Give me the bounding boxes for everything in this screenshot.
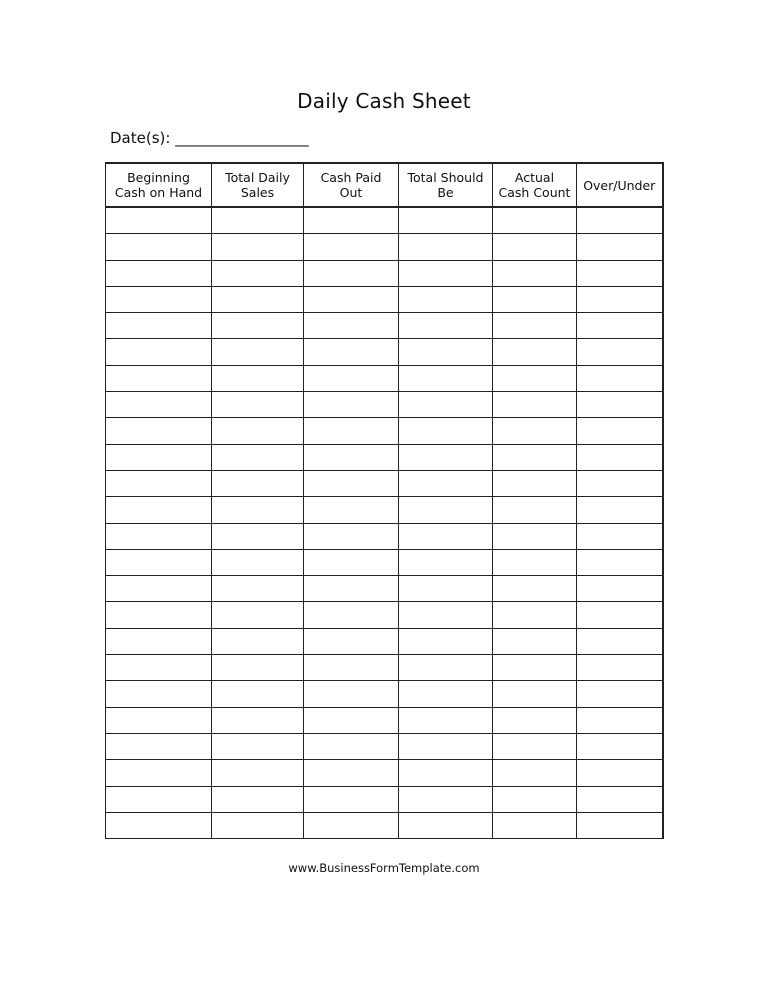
table-cell[interactable]: [106, 260, 212, 286]
cash-table: [105, 162, 664, 839]
table-cell[interactable]: [399, 339, 493, 365]
table-cell[interactable]: [577, 549, 663, 575]
dates-blank-line[interactable]: ___________________: [175, 129, 309, 147]
table-cell[interactable]: [304, 365, 399, 391]
dates-field[interactable]: [110, 129, 308, 147]
table-cell[interactable]: [106, 707, 212, 733]
column-header-total-daily-sales: Total Daily Sales: [212, 163, 304, 207]
table-cell[interactable]: [106, 207, 212, 234]
table-cell[interactable]: [106, 497, 212, 523]
table-cell[interactable]: [106, 549, 212, 575]
table-cell[interactable]: [304, 260, 399, 286]
table-cell[interactable]: [304, 444, 399, 470]
table-row: [106, 812, 663, 838]
table-cell[interactable]: [493, 760, 577, 786]
table-cell[interactable]: [106, 681, 212, 707]
table-cell[interactable]: [106, 760, 212, 786]
table-cell[interactable]: [106, 812, 212, 838]
table-row: [106, 418, 663, 444]
dates-label: Date(s):: [110, 129, 171, 147]
table-cell[interactable]: [304, 470, 399, 496]
table-row: [106, 392, 663, 418]
table-cell[interactable]: [304, 286, 399, 312]
table-cell[interactable]: [399, 234, 493, 260]
table-cell[interactable]: [212, 760, 304, 786]
table-row: [106, 733, 663, 759]
table-cell[interactable]: [399, 549, 493, 575]
column-header-cash-paid-out: Cash Paid Out: [304, 163, 399, 207]
table-cell[interactable]: [106, 339, 212, 365]
table-row: [106, 339, 663, 365]
table-cell[interactable]: [399, 418, 493, 444]
table-cell[interactable]: [493, 549, 577, 575]
table-cell[interactable]: [304, 760, 399, 786]
table-row: [106, 286, 663, 312]
table-header-row: [106, 163, 663, 207]
table-cell[interactable]: [577, 760, 663, 786]
table-cell[interactable]: [577, 707, 663, 733]
table-cell[interactable]: [212, 286, 304, 312]
table-cell[interactable]: [212, 207, 304, 234]
table-cell[interactable]: [212, 707, 304, 733]
table-cell[interactable]: [304, 523, 399, 549]
table-row: [106, 497, 663, 523]
table-cell[interactable]: [212, 313, 304, 339]
table-cell[interactable]: [577, 470, 663, 496]
table-cell[interactable]: [493, 523, 577, 549]
table-cell[interactable]: [399, 313, 493, 339]
table-row: [106, 655, 663, 681]
table-cell[interactable]: [304, 628, 399, 654]
table-cell[interactable]: [106, 786, 212, 812]
table-cell[interactable]: [399, 286, 493, 312]
table-cell[interactable]: [304, 207, 399, 234]
table-cell[interactable]: [577, 286, 663, 312]
table-cell[interactable]: [577, 444, 663, 470]
table-cell[interactable]: [493, 286, 577, 312]
table-cell[interactable]: [493, 392, 577, 418]
table-cell[interactable]: [493, 812, 577, 838]
table-cell[interactable]: [399, 392, 493, 418]
table-cell[interactable]: [577, 733, 663, 759]
table-row: [106, 549, 663, 575]
table-cell[interactable]: [212, 628, 304, 654]
table-cell[interactable]: [493, 444, 577, 470]
table-cell[interactable]: [493, 339, 577, 365]
table-cell[interactable]: [577, 313, 663, 339]
table-cell[interactable]: [304, 681, 399, 707]
table-cell[interactable]: [577, 628, 663, 654]
table-cell[interactable]: [106, 286, 212, 312]
table-cell[interactable]: [106, 392, 212, 418]
table-cell[interactable]: [399, 444, 493, 470]
table-cell[interactable]: [577, 681, 663, 707]
table-cell[interactable]: [212, 365, 304, 391]
table-cell[interactable]: [212, 786, 304, 812]
table-cell[interactable]: [577, 392, 663, 418]
table-cell[interactable]: [399, 207, 493, 234]
table-cell[interactable]: [304, 392, 399, 418]
table-row: [106, 681, 663, 707]
table-cell[interactable]: [399, 786, 493, 812]
table-row: [106, 602, 663, 628]
table-cell[interactable]: [493, 207, 577, 234]
table-cell[interactable]: [493, 234, 577, 260]
table-cell[interactable]: [106, 602, 212, 628]
table-row: [106, 365, 663, 391]
table-cell[interactable]: [212, 523, 304, 549]
table-cell[interactable]: [577, 260, 663, 286]
page-title: Daily Cash Sheet: [297, 89, 471, 113]
table-cell[interactable]: [577, 523, 663, 549]
table-row: [106, 313, 663, 339]
table-cell[interactable]: [577, 786, 663, 812]
table-cell[interactable]: [577, 207, 663, 234]
table-row: [106, 707, 663, 733]
table-cell[interactable]: [106, 444, 212, 470]
table-cell[interactable]: [106, 628, 212, 654]
table-cell[interactable]: [493, 418, 577, 444]
table-cell[interactable]: [212, 444, 304, 470]
table-cell[interactable]: [493, 313, 577, 339]
table-cell[interactable]: [304, 234, 399, 260]
column-header-over-under: Over/Under: [577, 163, 663, 207]
table-cell[interactable]: [577, 339, 663, 365]
table-cell[interactable]: [106, 523, 212, 549]
table-body: [106, 207, 663, 839]
table-cell[interactable]: [399, 602, 493, 628]
table-cell[interactable]: [106, 418, 212, 444]
table-cell[interactable]: [304, 339, 399, 365]
table-cell[interactable]: [399, 523, 493, 549]
table-cell[interactable]: [493, 602, 577, 628]
table-cell[interactable]: [399, 655, 493, 681]
table-row: [106, 470, 663, 496]
table-cell[interactable]: [212, 392, 304, 418]
table-cell[interactable]: [304, 786, 399, 812]
table-cell[interactable]: [212, 497, 304, 523]
table-cell[interactable]: [212, 576, 304, 602]
table-cell[interactable]: [493, 786, 577, 812]
table-cell[interactable]: [106, 313, 212, 339]
table-cell[interactable]: [493, 365, 577, 391]
table-row: [106, 444, 663, 470]
table-cell[interactable]: [399, 707, 493, 733]
table-cell[interactable]: [304, 707, 399, 733]
column-header-total-should-be: Total Should Be: [399, 163, 493, 207]
table-row: [106, 786, 663, 812]
table-row: [106, 260, 663, 286]
table-cell[interactable]: [106, 365, 212, 391]
column-header-beginning-cash: Beginning Cash on Hand: [106, 163, 212, 207]
table-cell[interactable]: [106, 655, 212, 681]
table-cell[interactable]: [304, 313, 399, 339]
table-row: [106, 234, 663, 260]
table-cell[interactable]: [399, 260, 493, 286]
table-cell[interactable]: [304, 549, 399, 575]
table-cell[interactable]: [304, 733, 399, 759]
column-header-actual-cash-count: Actual Cash Count: [493, 163, 577, 207]
table-row: [106, 523, 663, 549]
table-row: [106, 760, 663, 786]
table-cell[interactable]: [212, 549, 304, 575]
table-row: [106, 207, 663, 234]
table-cell[interactable]: [493, 707, 577, 733]
table-cell[interactable]: [577, 418, 663, 444]
table-row: [106, 576, 663, 602]
table-cell[interactable]: [493, 497, 577, 523]
table-cell[interactable]: [399, 576, 493, 602]
table-cell[interactable]: [304, 576, 399, 602]
table-cell[interactable]: [399, 760, 493, 786]
table-cell[interactable]: [399, 733, 493, 759]
table-cell[interactable]: [212, 602, 304, 628]
table-cell[interactable]: [399, 470, 493, 496]
table-cell[interactable]: [577, 576, 663, 602]
table-cell[interactable]: [493, 681, 577, 707]
table-cell[interactable]: [577, 365, 663, 391]
table-cell[interactable]: [304, 602, 399, 628]
table-cell[interactable]: [212, 339, 304, 365]
table-cell[interactable]: [212, 234, 304, 260]
table-cell[interactable]: [106, 470, 212, 496]
table-cell[interactable]: [212, 260, 304, 286]
table-cell[interactable]: [577, 497, 663, 523]
table-cell[interactable]: [212, 470, 304, 496]
table-cell[interactable]: [106, 733, 212, 759]
table-cell[interactable]: [493, 576, 577, 602]
table-cell[interactable]: [399, 365, 493, 391]
table-cell[interactable]: [212, 812, 304, 838]
table-cell[interactable]: [304, 812, 399, 838]
table-cell[interactable]: [493, 628, 577, 654]
table-cell[interactable]: [577, 602, 663, 628]
table-cell[interactable]: [493, 260, 577, 286]
table-cell[interactable]: [212, 733, 304, 759]
table-cell[interactable]: [106, 576, 212, 602]
table-cell[interactable]: [493, 733, 577, 759]
table-row: [106, 628, 663, 654]
table-cell[interactable]: [106, 234, 212, 260]
table-cell[interactable]: [493, 470, 577, 496]
table-cell[interactable]: [399, 497, 493, 523]
table-cell[interactable]: [577, 655, 663, 681]
table-cell[interactable]: [399, 681, 493, 707]
table-cell[interactable]: [212, 681, 304, 707]
table-cell[interactable]: [493, 655, 577, 681]
footer-url: www.BusinessFormTemplate.com: [288, 861, 480, 875]
table-cell[interactable]: [304, 418, 399, 444]
table-cell[interactable]: [399, 812, 493, 838]
table-cell[interactable]: [577, 812, 663, 838]
table-cell[interactable]: [304, 655, 399, 681]
table-cell[interactable]: [577, 234, 663, 260]
table-cell[interactable]: [304, 497, 399, 523]
table-cell[interactable]: [399, 628, 493, 654]
table-cell[interactable]: [212, 655, 304, 681]
table-cell[interactable]: [212, 418, 304, 444]
